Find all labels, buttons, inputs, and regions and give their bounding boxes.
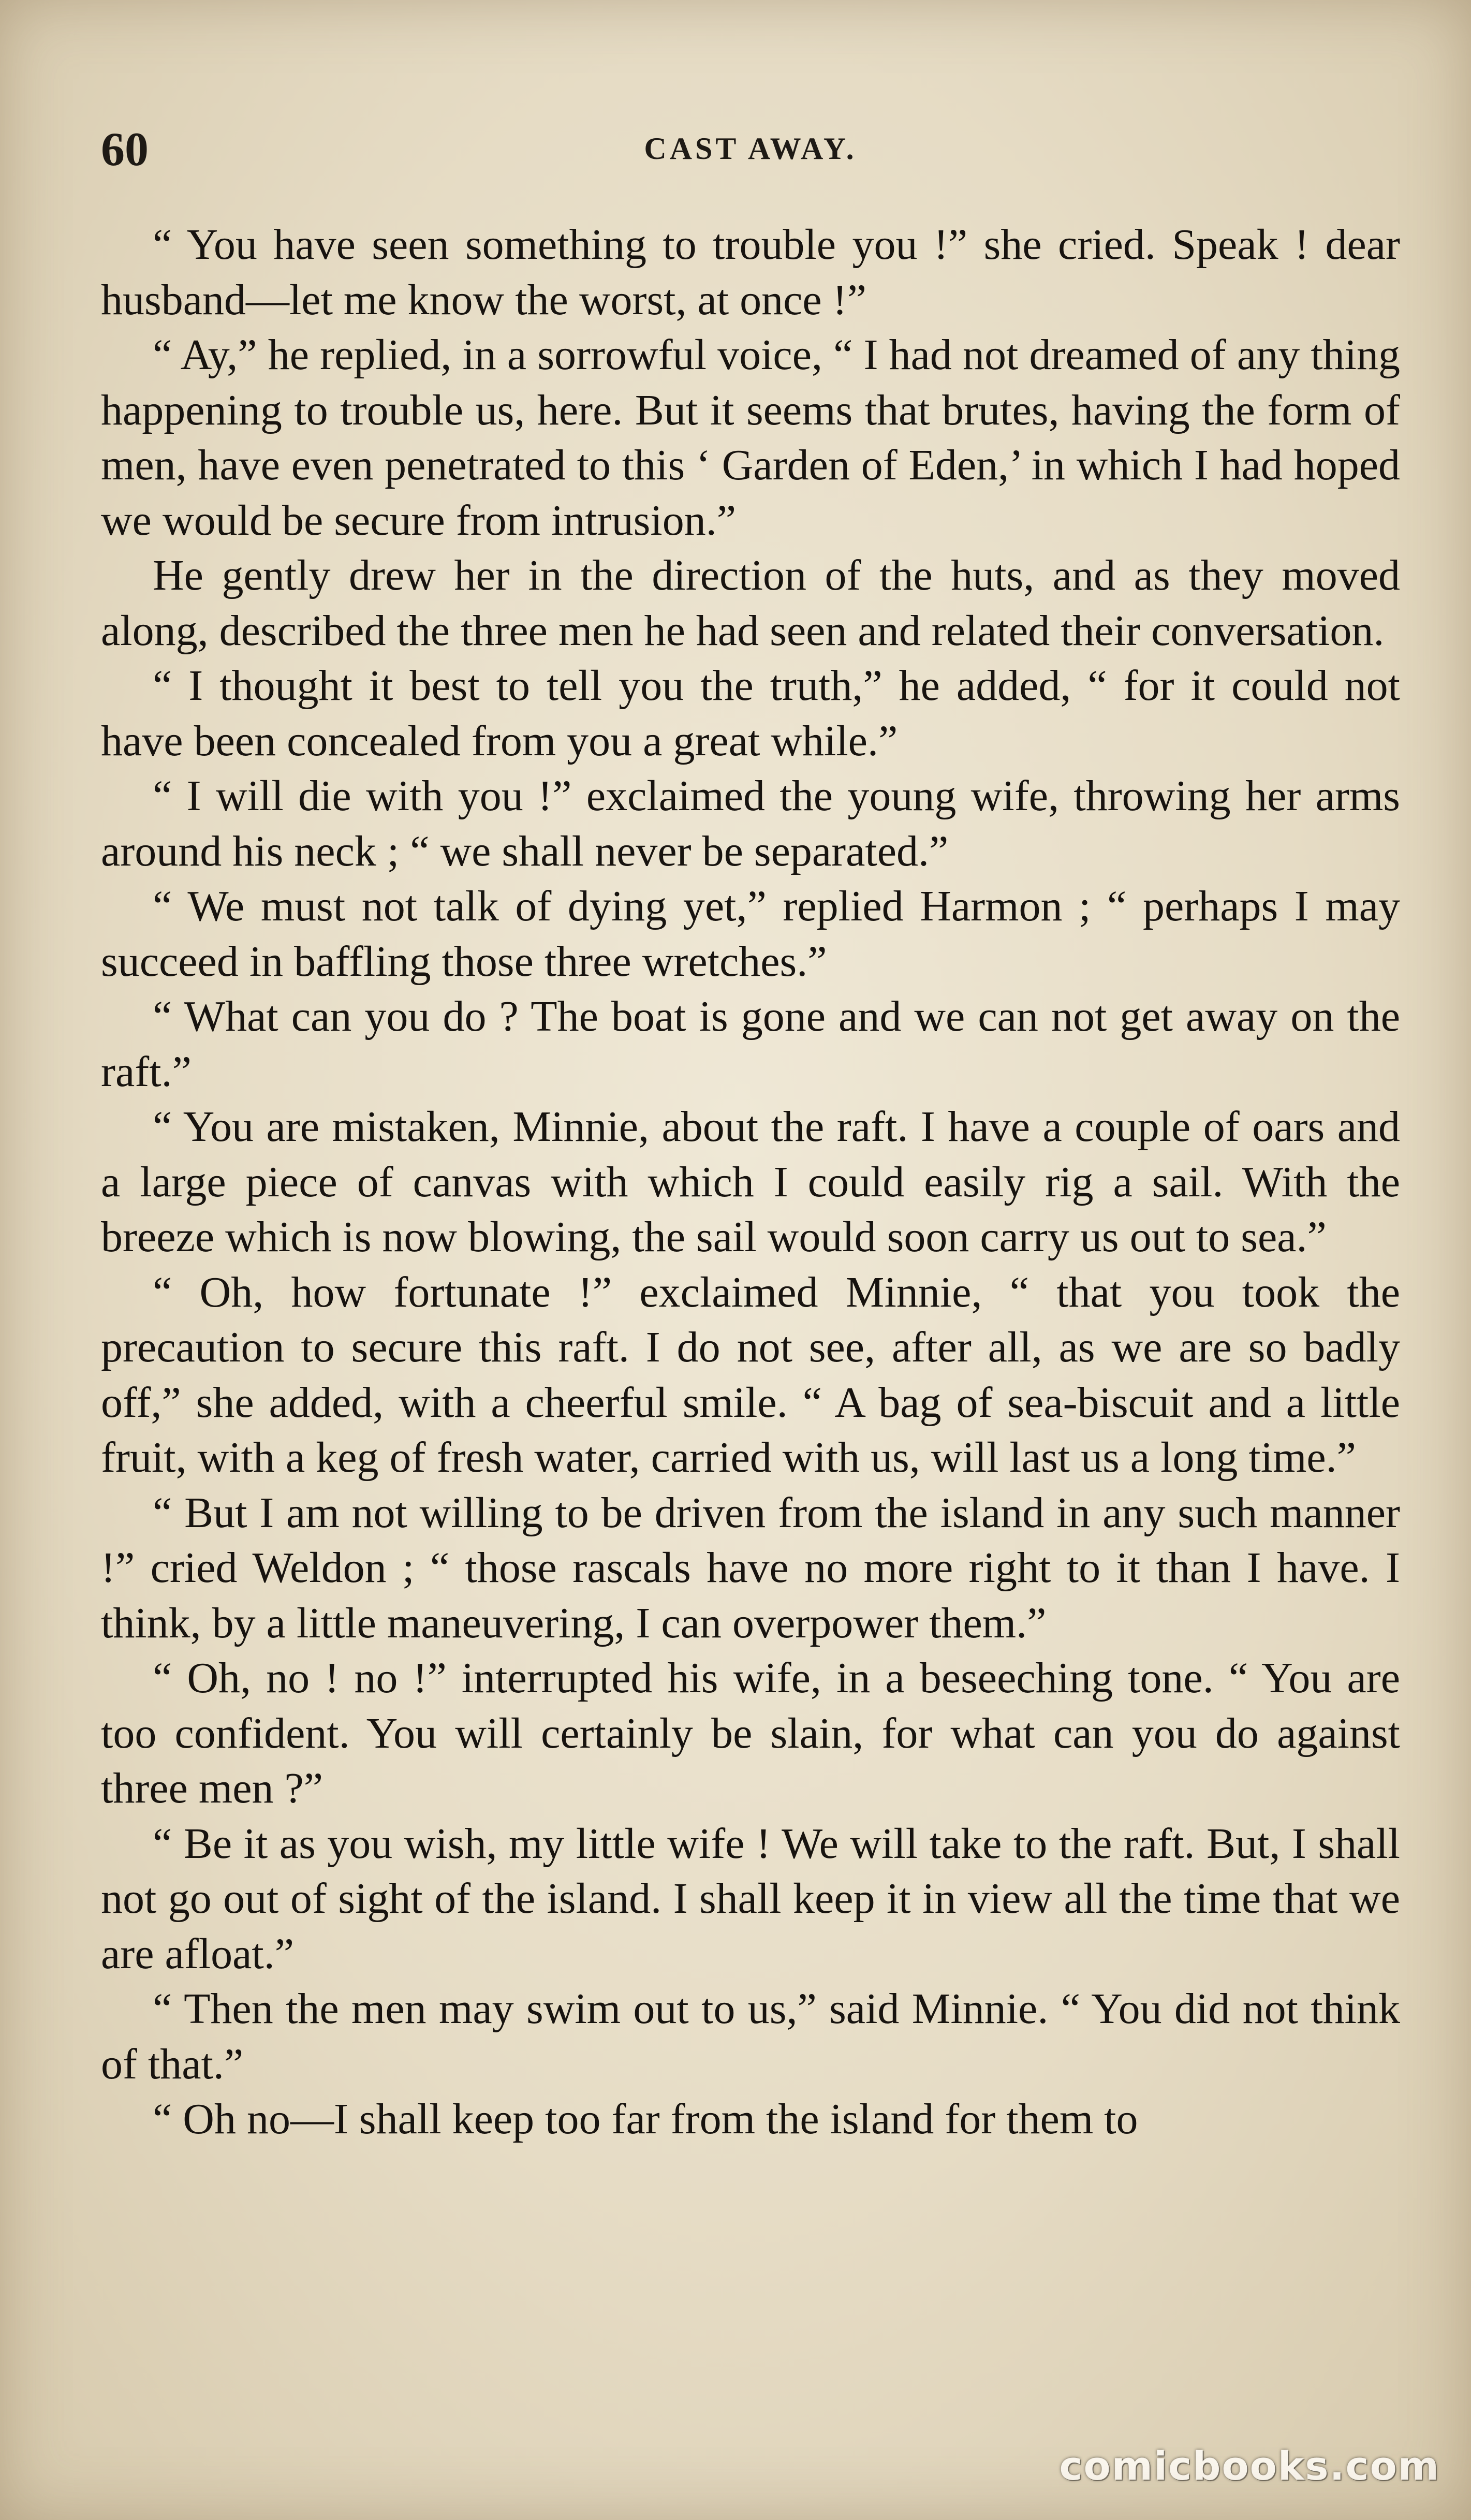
paragraph: “ Oh, no ! no !” interrupted his wife, in a beseeching tone. “ You are too confident. You will certainly be slain, for what can you do against three men ?” — [101, 1654, 1400, 1812]
paragraph: “ You are mistaken, Minnie, about the raft. I have a couple of oars and a large piece of canvas with which I could easily rig a sail. With the breeze which is now blowing, the sail would soon carry us out to sea.” — [101, 1103, 1400, 1261]
paragraph: “ Then the men may swim out to us,” said Minnie. “ You did not think of that.” — [101, 1985, 1400, 2088]
paragraph: “ You have seen something to trouble you !” she cried. Speak ! dear husband—let me know the worst, at once !” — [101, 221, 1400, 324]
paragraph: “ I will die with you !” exclaimed the young wife, throwing her arms around his neck ; “ we shall never be separated.” — [101, 772, 1400, 875]
paragraph: “ Oh, how fortunate !” exclaimed Minnie, “ that you took the precaution to secure this raft. I do not see, after all, as we are so badly off,” she added, with a cheerful smile. “ A bag of sea-biscuit and a little fruit, with a keg of fresh water, carried with us, will last us a long time.” — [101, 1268, 1400, 1482]
paragraph: “ What can you do ? The boat is gone and we can not get away on the raft.” — [101, 992, 1400, 1096]
paragraph: “ Ay,” he replied, in a sorrowful voice, “ I had not dreamed of any thing happening to trouble us, here. But it seems that brutes, having the form of men, have even penetrated to this ‘ Garden of Eden,’ in which I had hoped we would be secure from intrusion.” — [101, 331, 1400, 545]
paragraph: “ Oh no—I shall keep too far from the island for them to — [153, 2095, 1138, 2143]
page-number: 60 — [101, 123, 149, 175]
running-title: CAST AWAY. — [644, 131, 857, 166]
body-text — [101, 217, 1400, 2147]
paragraph: “ We must not talk of dying yet,” replied Harmon ; “ perhaps I may succeed in baffling those three wretches.” — [101, 882, 1400, 986]
paragraph: “ Be it as you wish, my little wife ! We will take to the raft. But, I shall not go out of sight of the island. I shall keep it in view all the time that we are afloat.” — [101, 1819, 1400, 1978]
page-header — [101, 122, 1400, 184]
paragraph: He gently drew her in the direction of the huts, and as they moved along, described the three men he had seen and related their conversation. — [101, 551, 1400, 655]
paragraph: “ But I am not willing to be driven from the island in any such manner !” cried Weldon ; “ those rascals have no more right to it than I have. I think, by a little maneuvering, I can overpower them.” — [101, 1488, 1400, 1647]
site-watermark: comicbooks.com — [1059, 2443, 1440, 2489]
paragraph: “ I thought it best to tell you the truth,” he added, “ for it could not have been concealed from you a great while.” — [101, 662, 1400, 765]
